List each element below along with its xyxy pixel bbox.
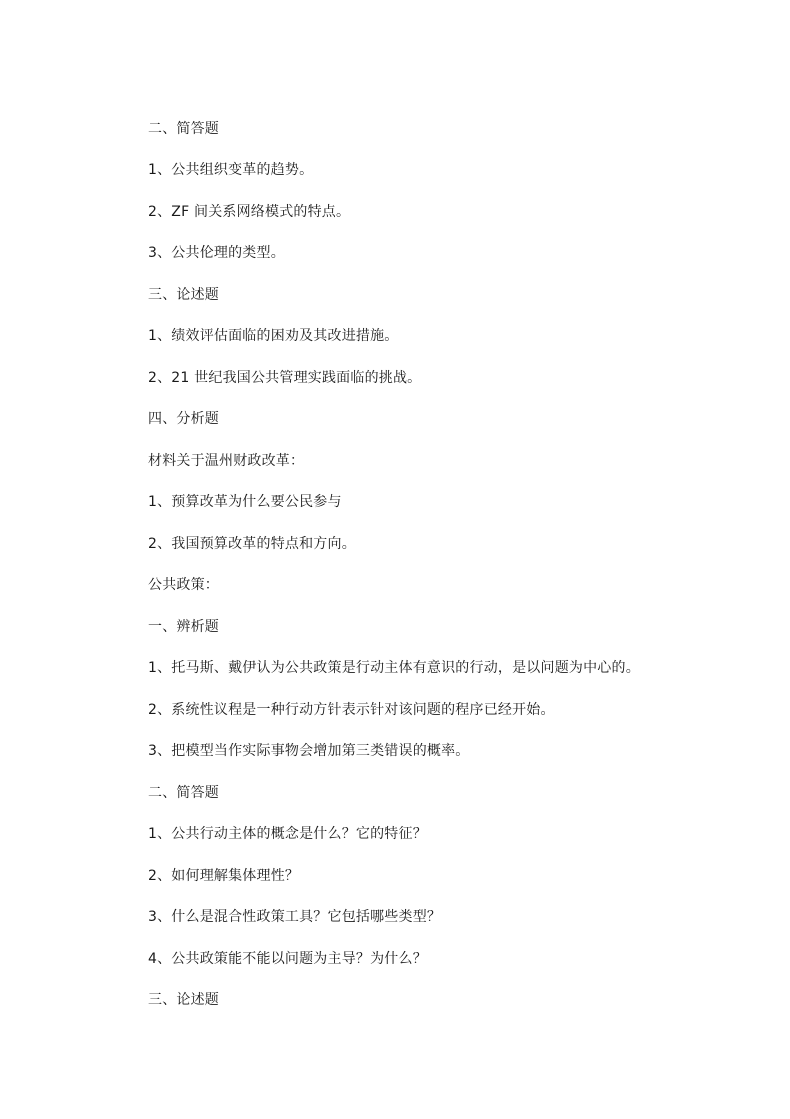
- question-item: 3、什么是混合性政策工具？它包括哪些类型？: [148, 909, 442, 925]
- question-item: 2、我国预算改革的特点和方向。: [148, 536, 356, 552]
- subject-heading: 公共政策：: [148, 577, 219, 593]
- section-heading: 二、简答题: [148, 121, 219, 137]
- section-heading: 四、分析题: [148, 411, 219, 427]
- question-item: 1、预算改革为什么要公民参与: [148, 494, 342, 510]
- question-item: 1、公共行动主体的概念是什么？它的特征？: [148, 826, 427, 842]
- question-item: 3、把模型当作实际事物会增加第三类错误的概率。: [148, 743, 470, 759]
- section-heading: 一、辨析题: [148, 619, 219, 635]
- section-heading: 三、论述题: [148, 992, 219, 1008]
- section-heading: 三、论述题: [148, 287, 219, 303]
- material-intro: 材料关于温州财政改革：: [148, 453, 305, 469]
- question-item: 3、公共伦理的类型。: [148, 245, 285, 261]
- question-item: 1、托马斯、戴伊认为公共政策是行动主体有意识的行动，是以问题为中心的。: [148, 660, 640, 676]
- section-heading: 二、简答题: [148, 785, 219, 801]
- question-item: 2、21 世纪我国公共管理实践面临的挑战。: [148, 370, 422, 386]
- question-item: 4、公共政策能不能以问题为主导？为什么？: [148, 951, 427, 967]
- question-item: 2、ZF 间关系网络模式的特点。: [148, 204, 351, 220]
- question-item: 2、系统性议程是一种行动方针表示针对该问题的程序已经开始。: [148, 702, 555, 718]
- question-item: 2、如何理解集体理性？: [148, 868, 300, 884]
- question-item: 1、公共组织变革的趋势。: [148, 162, 314, 178]
- question-item: 1、绩效评估面临的困劝及其改进措施。: [148, 328, 399, 344]
